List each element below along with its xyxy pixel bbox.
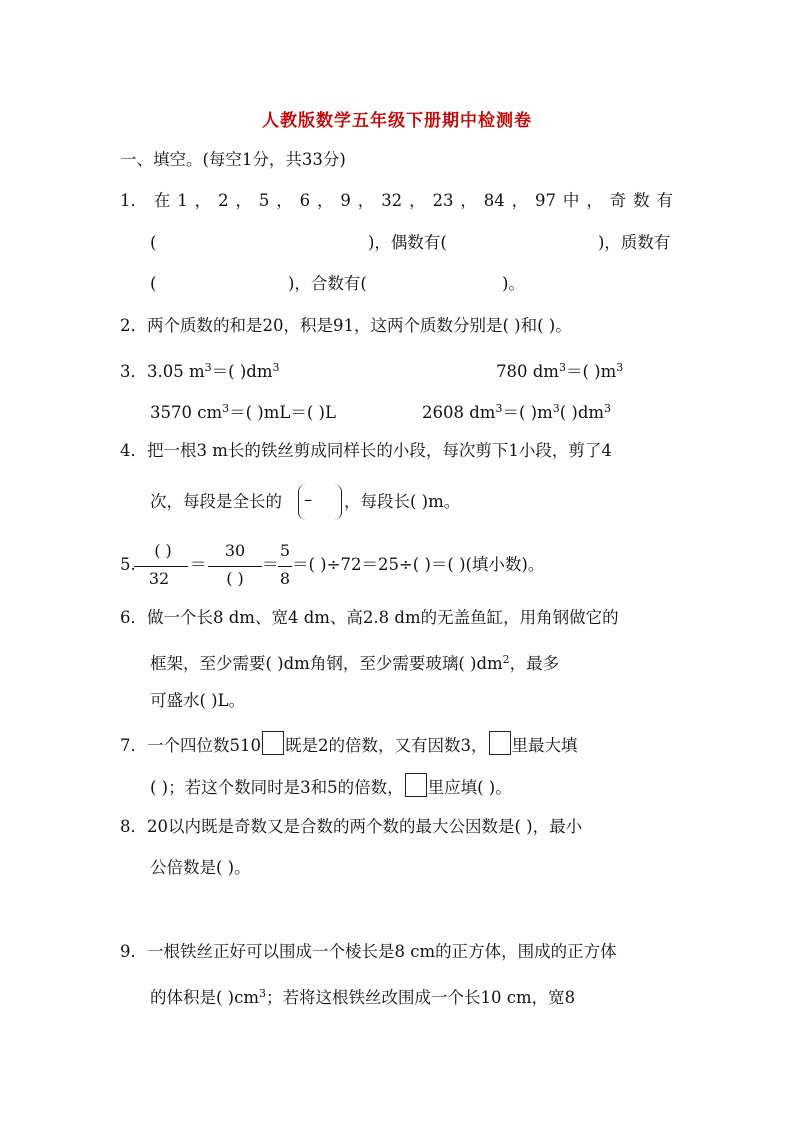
question-6-line-1: 6．做一个长8 dm、宽4 dm、高2.8 dm的无盖鱼缸，用角钢做它的 <box>120 608 619 627</box>
question-1-token: 84 <box>483 191 505 210</box>
question-7-line-1: 7．一个四位数510 既是2的倍数，又有因数3， 里最大填 <box>120 731 578 758</box>
paren-close: )。 <box>502 274 525 293</box>
question-8-line-2: 公倍数是( )。 <box>150 858 251 877</box>
question-2: 2．两个质数的和是20，积是91，这两个质数分别是( )和( )。 <box>120 316 572 335</box>
question-1-token: ， <box>317 191 334 210</box>
question-1-token: ， <box>357 191 375 210</box>
paren-open: ( <box>150 233 157 252</box>
question-1-line-3 <box>150 272 673 296</box>
question-9-line-1: 9．一根铁丝正好可以围成一个棱长是8 cm的正方体，围成的正方体 <box>120 942 617 961</box>
question-1-token: ， <box>276 191 293 210</box>
question-1-token: ， <box>586 191 603 210</box>
fraction-2-bar <box>208 566 262 567</box>
prime-prompt: )，质数有 <box>598 233 671 252</box>
question-9-line-2: 的体积是( )$cm^3$；若将这根铁丝改围成一个长10 cm，宽8 <box>150 987 576 1007</box>
question-3-c: 3570 $cm^3=$( )mL＝( )L <box>150 402 336 422</box>
question-1-token: 9 <box>340 191 351 210</box>
question-1-token: 1 <box>177 191 188 210</box>
question-1-token: 6 <box>299 191 311 210</box>
fraction-2-numerator: 30 <box>224 541 246 560</box>
even-prompt: )，偶数有( <box>368 233 447 252</box>
digit-box <box>405 773 427 797</box>
question-3-b: 780 $dm^3=$( )$m^3$ <box>496 361 624 381</box>
question-5-number: 5. <box>120 555 136 574</box>
fraction-dash: – <box>304 490 313 509</box>
paren-open: ( <box>150 274 157 293</box>
composite-prompt: )，合数有( <box>288 274 367 293</box>
question-8-line-1: 8．20以内既是奇数又是合数的两个数的最大公因数是( )，最小 <box>120 817 583 836</box>
question-3-d: 2608 $dm^3=$( )$m^3$( )$dm^3$ <box>422 402 612 422</box>
question-7-line-2: ( )；若这个数同时是3和5的倍数， 里应填( )。 <box>150 773 512 800</box>
equals-2: ＝ <box>262 555 279 574</box>
question-1-token: 有 <box>656 191 673 210</box>
question-4-line-2: 次，每段是全长的 <box>150 492 282 511</box>
question-1-line-1 <box>120 189 673 213</box>
question-1-token: 数 <box>633 191 650 210</box>
fraction-1-numerator: ( ) <box>154 541 172 560</box>
fraction-1-bar <box>134 566 188 567</box>
fraction-3-bar <box>278 566 292 567</box>
exam-title: 人教版数学五年级下册期中检测卷 <box>262 111 532 131</box>
question-1-token: 23 <box>432 191 454 210</box>
question-1-token: 97 <box>535 191 557 210</box>
fraction-2-denominator: ( ) <box>226 569 244 588</box>
fraction-3-denominator: 8 <box>279 569 291 588</box>
question-1-line-2 <box>150 231 673 255</box>
question-1-token: ， <box>409 191 426 210</box>
question-6-line-3: 可盛水( )L。 <box>150 691 246 710</box>
question-1-token: ， <box>460 191 477 210</box>
question-1-token: ， <box>194 191 212 210</box>
question-1-token: ， <box>235 191 252 210</box>
section-heading: 一、填空。(每空1分，共33分) <box>120 150 346 169</box>
question-1-number: 1． <box>120 191 147 210</box>
question-1-token: 5 <box>258 191 270 210</box>
fraction-1-denominator: 32 <box>148 569 170 588</box>
question-1-token: 奇 <box>609 191 627 210</box>
question-1-token: 中 <box>562 191 580 210</box>
equals-1: ＝ <box>190 555 207 574</box>
question-4-line-1: 4．把一根3 m长的铁丝剪成同样长的小段，每次剪下1小段，剪了4 <box>120 441 612 460</box>
digit-box <box>489 731 511 755</box>
question-1-token: ， <box>511 191 529 210</box>
question-4-line-2-tail: ，每段长( )m。 <box>344 492 461 511</box>
question-5-tail: ＝( )÷72＝25÷( )＝( )(填小数)。 <box>292 555 545 574</box>
question-1-token: 在 <box>153 191 171 210</box>
question-3-a: 3．3.05 $m^3=$( )$dm^3$ <box>120 361 280 381</box>
question-1-token: 32 <box>381 191 403 210</box>
question-1-token: 2 <box>218 191 229 210</box>
fraction-3-numerator: 5 <box>279 541 291 560</box>
question-1-number-list <box>120 189 673 213</box>
question-6-line-2: 框架，至少需要( )dm角钢，至少需要玻璃( )$dm^2$，最多 <box>150 653 560 673</box>
digit-box <box>262 731 284 755</box>
